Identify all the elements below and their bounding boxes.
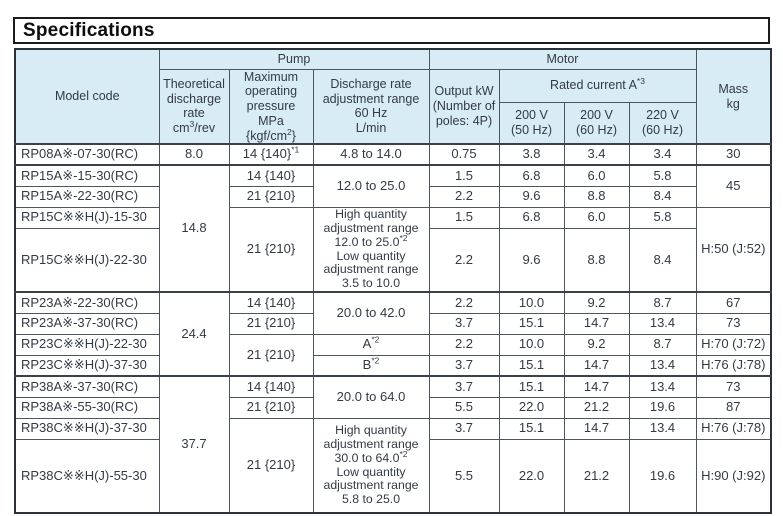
output-kw-cell: 2.2 <box>429 186 499 207</box>
discharge-range-cell: $A^{*2}$ <box>313 334 429 355</box>
header-rated-current: Rated current $A^{*3}$ <box>499 69 696 102</box>
output-kw-cell: 2.2 <box>429 334 499 355</box>
table-row <box>15 418 771 439</box>
current-200v50-cell: 15.1 <box>499 313 564 334</box>
current-200v60-cell: 14.7 <box>564 355 629 376</box>
mass-cell: 45 <box>696 165 771 207</box>
model-code-cell: RP38C※※H(J)-37-30 <box>15 418 159 439</box>
header-motor-group: Motor <box>429 49 696 69</box>
current-220v60-cell: 19.6 <box>629 439 696 513</box>
mass-cell: H:76 (J:78) <box>696 355 771 376</box>
discharge-range-cell: $B^{*2}$ <box>313 355 429 376</box>
mass-cell: H:50 (J:52) <box>696 207 771 292</box>
header-200v-50hz: 200 V (50 Hz) <box>499 102 564 144</box>
mass-cell: 73 <box>696 376 771 397</box>
table-body <box>15 144 771 513</box>
mass-cell: 30 <box>696 144 771 165</box>
model-code-cell: RP38A※-55-30(RC) <box>15 397 159 418</box>
current-200v50-cell: 9.6 <box>499 228 564 292</box>
model-code-cell: RP23A※-22-30(RC) <box>15 292 159 313</box>
table-row <box>15 334 771 355</box>
table-row <box>15 144 771 165</box>
header-output-kw: Output kW (Number of poles: 4P) <box>429 69 499 144</box>
output-kw-cell: 3.7 <box>429 313 499 334</box>
current-220v60-cell: 13.4 <box>629 313 696 334</box>
current-200v60-cell: 21.2 <box>564 439 629 513</box>
current-200v60-cell: 8.8 <box>564 228 629 292</box>
model-code-cell: RP23C※※H(J)-22-30 <box>15 334 159 355</box>
current-220v60-cell: 8.4 <box>629 186 696 207</box>
current-200v50-cell: 3.8 <box>499 144 564 165</box>
table-row <box>15 207 771 228</box>
current-220v60-cell: 8.4 <box>629 228 696 292</box>
current-200v60-cell: 6.0 <box>564 165 629 186</box>
current-200v60-cell: 3.4 <box>564 144 629 165</box>
model-code-cell: RP15C※※H(J)-15-30 <box>15 207 159 228</box>
model-code-cell: RP23A※-37-30(RC) <box>15 313 159 334</box>
output-kw-cell: 3.7 <box>429 355 499 376</box>
current-200v50-cell: 6.8 <box>499 165 564 186</box>
current-200v60-cell: 6.0 <box>564 207 629 228</box>
current-200v60-cell: 14.7 <box>564 313 629 334</box>
model-code-cell: RP38A※-37-30(RC) <box>15 376 159 397</box>
pressure-cell: 14 $\{140\}^{*1}$ <box>229 144 313 165</box>
header-220v-60hz: 220 V (60 Hz) <box>629 102 696 144</box>
current-200v50-cell: 15.1 <box>499 418 564 439</box>
current-200v50-cell: 9.6 <box>499 186 564 207</box>
current-200v50-cell: 6.8 <box>499 207 564 228</box>
theoretical-discharge-cell: 24.4 <box>159 292 229 376</box>
model-code-cell: RP38C※※H(J)-55-30 <box>15 439 159 513</box>
model-code-cell: RP15A※-22-30(RC) <box>15 186 159 207</box>
header-theoretical-discharge: Theoretical discharge rate $cm^3$/rev <box>159 69 229 144</box>
theoretical-discharge-cell: 37.7 <box>159 376 229 513</box>
current-220v60-cell: 3.4 <box>629 144 696 165</box>
output-kw-cell: 0.75 <box>429 144 499 165</box>
pressure-cell: 14 {140} <box>229 292 313 313</box>
model-code-cell: RP08A※-07-30(RC) <box>15 144 159 165</box>
output-kw-cell: 1.5 <box>429 165 499 186</box>
current-200v50-cell: 22.0 <box>499 397 564 418</box>
pressure-cell: 21 {210} <box>229 397 313 418</box>
specifications-table <box>14 48 772 514</box>
current-220v60-cell: 8.7 <box>629 292 696 313</box>
current-220v60-cell: 19.6 <box>629 397 696 418</box>
mass-cell: 87 <box>696 397 771 418</box>
discharge-range-cell: 20.0 to 64.0 <box>313 376 429 418</box>
mass-cell: H:90 (J:92) <box>696 439 771 513</box>
model-code-cell: RP23C※※H(J)-37-30 <box>15 355 159 376</box>
pressure-cell: 21 {210} <box>229 186 313 207</box>
discharge-range-cell: High quantity adjustment range 30.0 to 64.0$^{*2}$ Low quantity adjustment range 5.8 to 25.0 <box>313 418 429 513</box>
current-200v50-cell: 10.0 <box>499 334 564 355</box>
current-220v60-cell: 13.4 <box>629 418 696 439</box>
header-200v-60hz: 200 V (60 Hz) <box>564 102 629 144</box>
output-kw-cell: 5.5 <box>429 439 499 513</box>
table-row <box>15 355 771 376</box>
model-code-cell: RP15C※※H(J)-22-30 <box>15 228 159 292</box>
pressure-cell: 21 {210} <box>229 334 313 376</box>
current-200v50-cell: 15.1 <box>499 376 564 397</box>
mass-cell: 73 <box>696 313 771 334</box>
output-kw-cell: 3.7 <box>429 376 499 397</box>
theoretical-discharge-cell: 14.8 <box>159 165 229 292</box>
current-200v60-cell: 9.2 <box>564 292 629 313</box>
current-200v50-cell: 10.0 <box>499 292 564 313</box>
current-220v60-cell: 5.8 <box>629 165 696 186</box>
header-mass: Mass kg <box>696 49 771 144</box>
current-220v60-cell: 5.8 <box>629 207 696 228</box>
current-200v60-cell: 14.7 <box>564 418 629 439</box>
pressure-cell: 21 {210} <box>229 207 313 292</box>
header-model-code: Model code <box>15 49 159 144</box>
section-title-box <box>13 17 770 44</box>
page-title: Specifications <box>23 19 155 41</box>
discharge-range-cell: High quantity adjustment range 12.0 to 25.0$^{*2}$ Low quantity adjustment range 3.5 to 10.0 <box>313 207 429 292</box>
output-kw-cell: 5.5 <box>429 397 499 418</box>
mass-cell: 67 <box>696 292 771 313</box>
mass-cell: H:70 (J:72) <box>696 334 771 355</box>
current-220v60-cell: 13.4 <box>629 376 696 397</box>
theoretical-discharge-cell: 8.0 <box>159 144 229 165</box>
pressure-cell: 21 {210} <box>229 313 313 334</box>
header-max-pressure: Maximum operating pressure MPa $\{kgf/cm^2\}$ <box>229 69 313 144</box>
pressure-cell: 14 {140} <box>229 165 313 186</box>
current-220v60-cell: 13.4 <box>629 355 696 376</box>
discharge-range-cell: 4.8 to 14.0 <box>313 144 429 165</box>
table-header <box>15 49 771 144</box>
current-220v60-cell: 8.7 <box>629 334 696 355</box>
header-discharge-range: Discharge rate adjustment range 60 Hz L/min <box>313 69 429 144</box>
current-200v50-cell: 15.1 <box>499 355 564 376</box>
header-pump-group: Pump <box>159 49 429 69</box>
output-kw-cell: 2.2 <box>429 228 499 292</box>
pressure-cell: 14 {140} <box>229 376 313 397</box>
pressure-cell: 21 {210} <box>229 418 313 513</box>
current-200v60-cell: 21.2 <box>564 397 629 418</box>
header-row-groups <box>15 49 771 69</box>
output-kw-cell: 2.2 <box>429 292 499 313</box>
discharge-range-cell: 12.0 to 25.0 <box>313 165 429 207</box>
table-row <box>15 165 771 186</box>
table-row <box>15 376 771 397</box>
mass-cell: H:76 (J:78) <box>696 418 771 439</box>
current-200v60-cell: 9.2 <box>564 334 629 355</box>
current-200v60-cell: 14.7 <box>564 376 629 397</box>
output-kw-cell: 3.7 <box>429 418 499 439</box>
table-row <box>15 292 771 313</box>
output-kw-cell: 1.5 <box>429 207 499 228</box>
model-code-cell: RP15A※-15-30(RC) <box>15 165 159 186</box>
current-200v60-cell: 8.8 <box>564 186 629 207</box>
current-200v50-cell: 22.0 <box>499 439 564 513</box>
discharge-range-cell: 20.0 to 42.0 <box>313 292 429 334</box>
